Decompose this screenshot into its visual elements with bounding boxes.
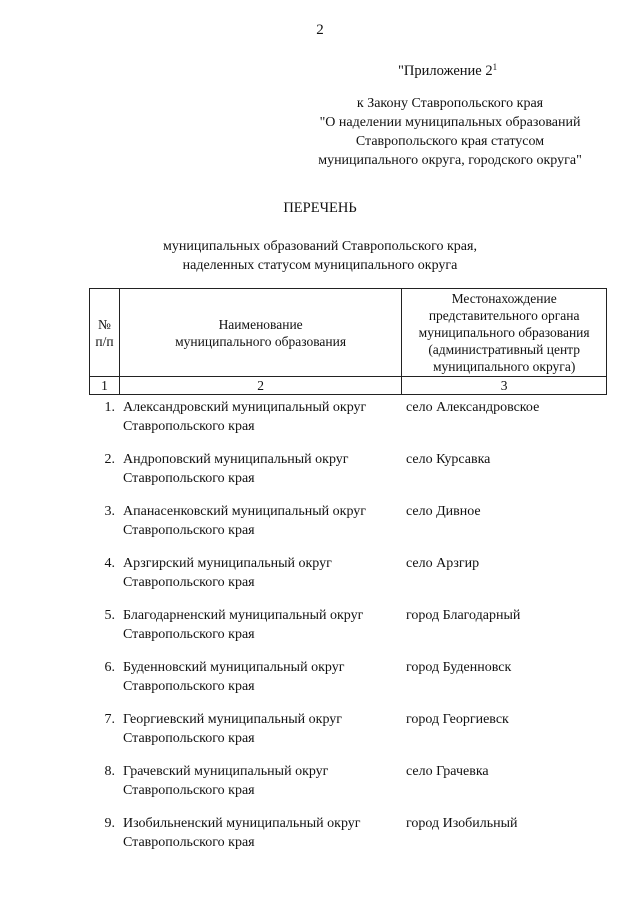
header-num: [90, 289, 120, 377]
row-name-line: Ставропольского края: [123, 523, 255, 538]
table-row: [89, 814, 609, 866]
row-center: село Александровское: [406, 400, 540, 415]
row-name: [123, 606, 403, 644]
column-number: 3: [402, 377, 607, 395]
row-center: город Благодарный: [406, 608, 521, 623]
header-row: [90, 289, 607, 377]
row-name: [123, 554, 403, 592]
row-name-line: Ставропольского края: [123, 783, 255, 798]
law-reference-line: "О наделении муниципальных образований: [319, 115, 581, 130]
row-name: [123, 450, 403, 488]
table-header: [89, 288, 607, 395]
row-center: город Георгиевск: [406, 712, 509, 727]
page-number: 2: [316, 22, 324, 38]
row-number: 5.: [104, 608, 115, 623]
row-number: 3.: [104, 504, 115, 519]
header-center-line: муниципального образования: [418, 325, 590, 340]
row-name: [123, 814, 403, 852]
row-name-line: Ставропольского края: [123, 731, 255, 746]
table-row: [89, 710, 609, 762]
table-row: [89, 450, 609, 502]
header-num-line: п/п: [95, 333, 114, 349]
header-center-line: муниципального округа): [432, 359, 576, 374]
header-num-line: №: [98, 316, 111, 332]
table-body: [89, 398, 609, 866]
row-name-line: Изобильненский муниципальный округ: [123, 816, 361, 831]
table-row: [89, 554, 609, 606]
column-number-row: [90, 377, 607, 395]
row-center: село Курсавка: [406, 452, 491, 467]
row-name: [123, 710, 403, 748]
subtitle-line: муниципальных образований Ставропольского края,: [163, 239, 477, 254]
row-name-line: Андроповский муниципальный округ: [123, 452, 349, 467]
appendix-text: "Приложение 2: [398, 63, 493, 79]
row-name: [123, 658, 403, 696]
row-name: [123, 398, 403, 436]
row-number: 4.: [104, 556, 115, 571]
row-name: [123, 502, 403, 540]
row-number: 2.: [104, 452, 115, 467]
row-name-line: Грачевский муниципальный округ: [123, 764, 329, 779]
header-name-line: Наименование: [218, 316, 303, 332]
row-name-line: Апанасенковский муниципальный округ: [123, 504, 367, 519]
row-number: 9.: [104, 816, 115, 831]
row-name-line: Ставропольского края: [123, 627, 255, 642]
document-subtitle: [0, 237, 640, 275]
subtitle-line: наделенных статусом муниципального округа: [182, 258, 458, 273]
document-title: ПЕРЕЧЕНЬ: [283, 200, 357, 216]
appendix-superscript: 1: [492, 62, 498, 72]
table-row: [89, 502, 609, 554]
law-reference: [300, 94, 600, 170]
row-name-line: Георгиевский муниципальный округ: [123, 712, 342, 727]
row-name-line: Ставропольского края: [123, 471, 255, 486]
law-reference-line: Ставропольского края статусом: [355, 134, 545, 149]
row-name-line: Ставропольского края: [123, 679, 255, 694]
header-name: [119, 289, 401, 377]
row-center: село Дивное: [406, 504, 481, 519]
row-center: город Изобильный: [406, 816, 518, 831]
row-center: село Грачевка: [406, 764, 489, 779]
row-name-line: Благодарненский муниципальный округ: [123, 608, 364, 623]
header-name-line: муниципального образования: [175, 333, 347, 349]
header-center-line: представительного органа: [428, 308, 580, 323]
row-center: село Арзгир: [406, 556, 480, 571]
table-row: [89, 398, 609, 450]
row-center: город Буденновск: [406, 660, 512, 675]
table-row: [89, 606, 609, 658]
row-name-line: Ставропольского края: [123, 575, 255, 590]
row-number: 7.: [104, 712, 115, 727]
table-row: [89, 658, 609, 710]
row-name-line: Ставропольского края: [123, 419, 255, 434]
appendix-label: [398, 62, 497, 80]
law-reference-line: муниципального округа, городского округа": [318, 153, 582, 168]
row-number: 8.: [104, 764, 115, 779]
row-name-line: Александровский муниципальный округ: [123, 400, 367, 415]
row-number: 1.: [104, 400, 115, 415]
header-center-line: Местонахождение: [451, 291, 557, 306]
row-number: 6.: [104, 660, 115, 675]
header-center-line: (административный центр: [428, 342, 580, 357]
row-name-line: Ставропольского края: [123, 835, 255, 850]
column-number: 1: [90, 377, 120, 395]
header-center: [402, 289, 607, 377]
row-name-line: Буденновский муниципальный округ: [123, 660, 345, 675]
row-name: [123, 762, 403, 800]
column-number: 2: [119, 377, 401, 395]
law-reference-line: к Закону Ставропольского края: [356, 96, 544, 111]
table-row: [89, 762, 609, 814]
row-name-line: Арзгирский муниципальный округ: [123, 556, 332, 571]
